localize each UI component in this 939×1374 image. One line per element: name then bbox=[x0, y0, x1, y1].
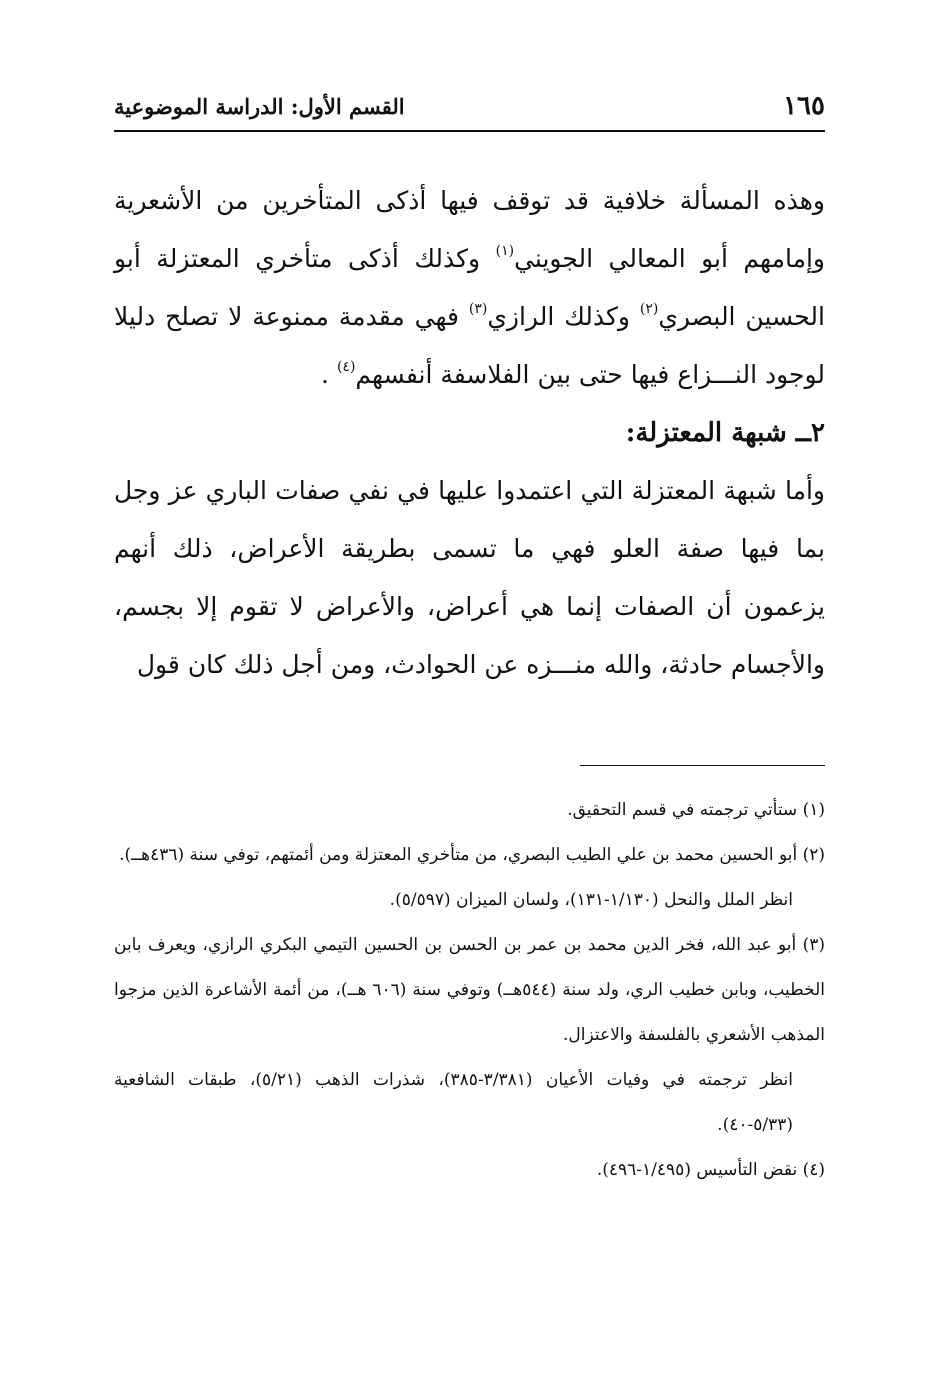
paragraph-1-text-b: وكذلك أذكى متأخري المعتزلة أبو الحسين البصري bbox=[114, 244, 825, 331]
footnotes bbox=[114, 788, 825, 1193]
footnote-2: (٢) أبو الحسين محمد بن علي الطيب البصري، من متأخري المعتزلة ومن أئمتهم، توفي سنة (٤٣٦هــ). bbox=[119, 845, 825, 865]
header-rule bbox=[114, 130, 825, 132]
paragraph-2: وأما شبهة المعتزلة التي اعتمدوا عليها في نفي صفات الباري عز وجل بما فيها صفة العلو فهي ما تسمى بطريقة الأعراض، ذلك أنهم يزعمون أن الصفات إنما هي أعراض، والأعراض لا تقوم إلا بجسم، والأجسام حادثة، والله منـــزه عن الحوادث، ومن أجل ذلك كان قول bbox=[114, 476, 825, 679]
paragraph-1-text-c: وكذلك الرازي bbox=[487, 302, 640, 331]
footnote-ref-1[interactable]: (١) bbox=[495, 243, 515, 259]
page-header bbox=[114, 86, 825, 126]
running-title: القسم الأول: الدراسة الموضوعية bbox=[114, 93, 405, 119]
section-heading: ٢ــ شبهة المعتزلة: bbox=[625, 418, 825, 448]
paragraph-1-text-d: فهي مقدمة ممنوعة لا تصلح دليلا لوجود النـــزاع فيها حتى بين الفلاسفة أنفسهم bbox=[114, 302, 825, 389]
footnote-4: (٤) نقض التأسيس (١/٤٩٥-٤٩٦). bbox=[596, 1160, 825, 1180]
paragraph-1-text-a: وهذه المسألة خلافية قد توقف فيها أذكى المتأخرين من الأشعرية وإمامهم أبو المعالي الجويني bbox=[114, 186, 826, 273]
footnote-1: (١) ستأتي ترجمته في قسم التحقيق. bbox=[567, 800, 825, 820]
footnote-3: (٣) أبو عبد الله، فخر الدين محمد بن عمر بن الحسن بن الحسين التيمي البكري الرازي، ويعرف بابن الخطيب، وبابن خطيب الري، ولد سنة (٥٤٤هــ) وتوفي سنة (٦٠٦ هــ)، من أئمة الأشاعرة الذين مزجوا المذهب الأشعري بالفلسفة والاعتزال. bbox=[114, 935, 825, 1045]
paragraph-1-text-e: . bbox=[321, 360, 337, 389]
footnote-ref-2[interactable]: (٢) bbox=[639, 301, 659, 317]
paragraph-1 bbox=[114, 172, 825, 404]
footnote-ref-3[interactable]: (٣) bbox=[468, 301, 488, 317]
page-number: ١٦٥ bbox=[783, 91, 825, 121]
footnote-ref-4[interactable]: (٤) bbox=[336, 359, 356, 375]
footnote-rule bbox=[580, 765, 825, 766]
main-text bbox=[114, 172, 825, 694]
footnote-2-reference: انظر الملل والنحل (١/١٣٠-١٣١)، ولسان الميزان (٥/٥٩٧). bbox=[389, 890, 793, 910]
footnote-3-reference: انظر ترجمته في وفيات الأعيان (٣/٣٨١-٣٨٥)، شذرات الذهب (٥/٢١)، طبقات الشافعية (٥/٣٣-٤٠). bbox=[114, 1070, 793, 1135]
